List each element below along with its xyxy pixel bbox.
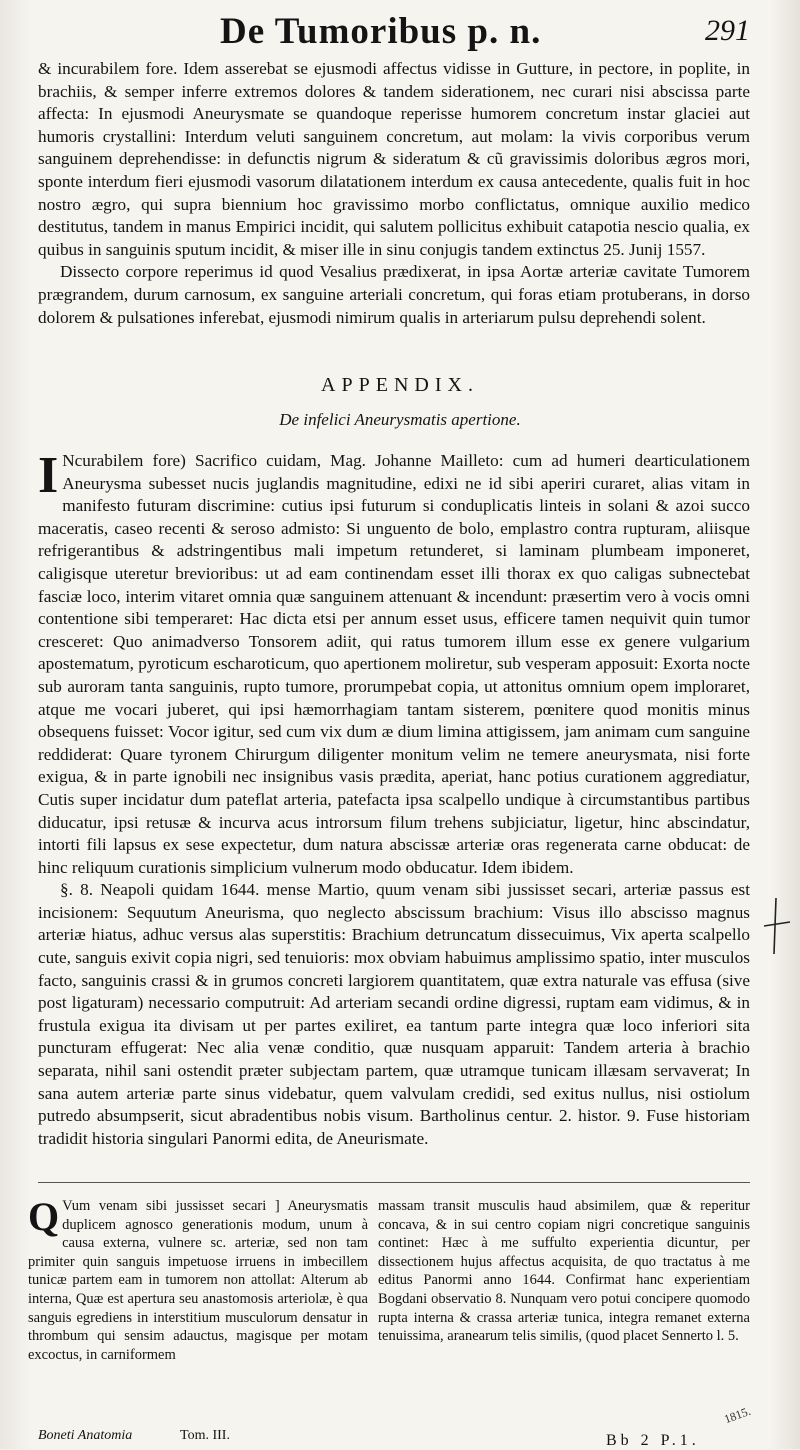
appendix-paragraph-1-text: Ncurabilem fore) Sacrifico cuidam, Mag. Johanne Mailleto: cum ad humeri dearticulationem Aneurysma subesset nucis juglandis magnitudine, edixi ne id sibi aperiri curaret, alias vitam in manifesto futuram discrimine: cutius ipsi futurum si conduplicatis linteis in solani & azoi succo maceratis, caseo recenti & seroso admisto: Si unguento de bolo, emplastro contra rupturam, aliisque refrigerantibus & adstringentibus mali impetum retunderet, si laminam plumbeam imponeret, caligisque uteretur brevioribus: ut ad eam continendam esset illi thorax ex quo caligas subnectebat fasciæ loco, interim vitaret omnia quæ sanguinem attenuant & incendunt: præsertim vero à vocis omni contentione sibi temperaret: Hac dicta etsi per annum esset usus, efficere tamen nequivit quin tumor cresceret: Quo animadverso Tonsorem adiit, qui ratus tumorem illum esse ex genere vulgarium apostematum, pyroticum escharoticum, quo apertionem moliretur, sub vesperam apposuit: Exorta nocte sub auroram tanta sanguinis, rupto tumore, prorumpebat copia, ut attonitus omnium opem imploraret, atque me vocari juberet, qui ipsi hæmorrhagiam tantam sisterem, pœnitere quod monitis minus obsequens fuisset: Vocor igitur, sed cum vix dum æ dium limina attigissem, jam animam cum sanguine reddiderat: Quare tyronem Chirurgum diligenter monitum velim ne temere aneurysmata, nisi forte exigua, & in parte ignobili nec insignibus vasis prædita, aperiat, hanc potius curationem aggrediatur, Cutis super incidatur dum pateflat arteria, patefacta ipsa scalpello undique à circumstantibus partibus diducatur, ipsi retusæ & incurva acus introrsum filum trehens subjiciatur, ligetur, hinc abscindatur, intorti fili lapsus ex sese expectetur, dum natura abscissæ arteriæ oras regenerata carne obducat: de hinc reliquum curationis simplicium vulnerum modo obducatur. Idem ibidem.: [38, 451, 750, 877]
drop-cap: I: [38, 447, 59, 504]
margin-mark: [762, 896, 792, 956]
appendix-text-block: [38, 447, 750, 1150]
running-header: [60, 10, 750, 56]
footnote-divider: [38, 1182, 750, 1183]
footnote-right-column: [378, 1197, 750, 1346]
appendix-subheading: De infelici Aneurysmatis apertione.: [279, 410, 521, 429]
footnote-left-body: Vum venam sibi jussisset secari ] Aneurysmatis duplicem agnosco generationis modum, unum à causa externa, vulnere sc. arteriæ, sed non tam primiter quin sanguis impetuose irruens in imbecillem tunicæ partem eam in tumorem non attollat: Alterum ab interna, Quæ est apertura seu anastomosis arteriolæ, è qua sanguis egrediens in interstitium musculorum densatur in thrombum qui sensim adauctus, magisque per motam excoctus, in carniformem: [28, 1198, 368, 1363]
signature-left: Boneti Anatomia: [38, 1428, 133, 1443]
paragraph-2: Dissecto corpore reperimus id quod Vesalius prædixerat, in ipsa Aortæ arteriæ cavitate Tumorem prægrandem, durum carnosum, ex sanguine arteriali concretum, qui foras etiam protuberans, in dorso dolorem & pulsationes inferebat, ejusmodi nimirum qualis in arteriarum pulsu deprehendi solent.: [38, 262, 750, 327]
appendix-heading: APPENDIX.: [321, 374, 479, 396]
signature-volume: Tom. III.: [180, 1428, 230, 1443]
margin-cross-icon: [762, 896, 792, 956]
appendix-paragraph-1: [38, 447, 750, 879]
footnote-drop-cap: Q: [28, 1194, 60, 1239]
footnote-left-text: [28, 1194, 368, 1364]
signature-mark: Bb 2 P.1.: [606, 1432, 700, 1449]
paragraph-1: & incurabilem fore. Idem asserebat se ejusmodi affectus vidisse in Gutture, in pectore, in poplite, in brachiis, & semper inferre extremos dolores & tandem siderationem, nec curari nisi abscissa parte affecta: In ejusmodi Aneurysmate se quandoque reperisse humorem concretum instar glaciei aut humoris crystallini: Interdum veluti sanguinem concretum, aut molam: la vivis corporibus verum sanguinem deprehendisse: in defunctis nigrum & sideratum & cũ gravissimis doloribus ægros mori, sponte interdum fieri ejusmodi vasorum dilatationem interdum ex causa antecedente, qualis fuit in hoc nostro ægro, qui supra biennium hoc gravissimo morbo conflictatus, omnique auxilio medico destitutus, tandem in manus Empirici incidit, qui salutem pollicitus exhibuit catapotia nescio qualia, ex quibus in sanguinis sputum incidit, & miser ille in sinu conjugis tandem extinctus 25. Junij 1557.: [38, 59, 750, 259]
footnote-right-text: massam transit musculis haud absimilem, quæ & reperitur concava, & in sui centro copiam nigri concretique sanguinis continet: Hæc à me suffulto experientia dicuntur, per dissectionem hujus affectus acquisita, de quo tractatus à me editus Panormi anno 1644. Confirmat hanc experientiam Bogdani observatio 8. Nunquam vero potui concipere quomodo rupta interna & crassa arteriæ tunica, integra remanet externa tenuissima, aranearum telis similis, (quod placet Sennerto l. 5.: [378, 1198, 750, 1345]
top-text-block: [38, 58, 750, 329]
page-title: De Tumoribus p. n.: [220, 11, 542, 52]
appendix-paragraph-2: §. 8. Neapoli quidam 1644. mense Martio, quum venam sibi jussisset secari, arteriæ passus est incisionem: Sequutum Aneurisma, quo neglecto abscissum brachium: Visus illo abscisso magnus arteriæ hiatus, adhuc versus alas superstitis: Brachium detruncatum dissecuimus, Vix aperta scalpello cute, sanguis exivit copia nigri, sed tenuioris: mox obviam habuimus amplissimo spatio, inter musculos facto, sanguinis crassi & in grumos concreti largiorem quantitatem, quæ extra naturale vas effusa (sive post ligaturam) necessario computruit: Ad arteriam secandi ordine digressi, ruptam eam vidimus, & in frustula exigua ita divisam ut per partes exiliret, ea tantum parte integra quæ loco inferiori sita puncturam effugerat: Nec alia venæ conditio, quæ nusquam apparuit: Tandem arteria à brachio separata, nihil sani ostendit præter subjectam partem, quæ utramque tunicam illæsam servaverat; In sana autem arteriæ parte sinus videbatur, quem valvulam credidi, sed exitus nullus, nisi ostiolum putredo absumpserit, sicut abradentibus nobis visum. Bartholinus centur. 2. histor. 9. Fuse historiam tradidit historia singulari Panormi edita, de Aneurismate.: [38, 880, 750, 1148]
page-number: 291: [705, 14, 750, 47]
library-stamp: 1815.: [722, 1403, 753, 1427]
footnote-left-column: [28, 1194, 368, 1364]
